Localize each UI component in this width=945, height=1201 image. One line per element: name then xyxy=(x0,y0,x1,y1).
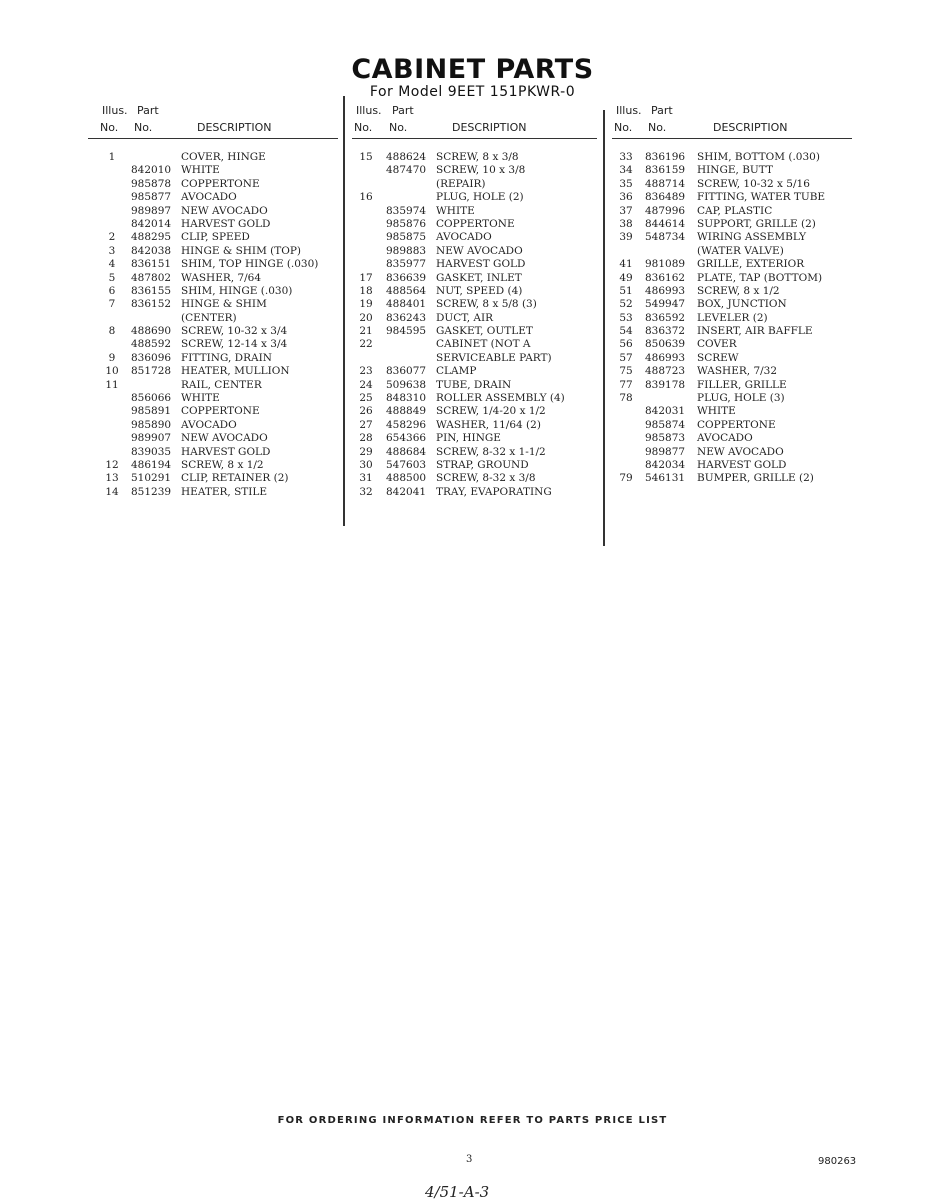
illus-no: 20 xyxy=(359,311,373,324)
illus-no: 29 xyxy=(359,445,373,458)
illus-no: 37 xyxy=(619,204,633,217)
part-no: 510291 xyxy=(131,472,172,485)
description: ROLLER ASSEMBLY (4) xyxy=(436,392,565,405)
description: COVER xyxy=(697,338,737,351)
part-no: 835974 xyxy=(386,204,427,217)
description: PLATE, TAP (BOTTOM) xyxy=(697,271,823,284)
part-no: 487996 xyxy=(645,204,686,217)
description: COPPERTONE xyxy=(181,177,260,190)
part-no: 836639 xyxy=(386,271,427,284)
description: SHIM, HINGE (.030) xyxy=(181,284,293,297)
description: LEVELER (2) xyxy=(697,311,768,324)
illus-no: 24 xyxy=(359,378,373,391)
description: PIN, HINGE xyxy=(436,432,501,445)
illus-no: 41 xyxy=(619,258,633,271)
header-rule xyxy=(612,138,852,139)
description: CLIP, RETAINER (2) xyxy=(181,472,289,485)
part-no: 842034 xyxy=(645,458,686,471)
part-no: 842031 xyxy=(645,405,686,418)
illus-no: 27 xyxy=(359,418,373,431)
description: SCREW, 10-32 x 3/4 xyxy=(181,325,288,338)
description: HINGE & SHIM xyxy=(181,298,267,311)
description: WASHER, 7/64 xyxy=(181,271,262,284)
part-no: 836155 xyxy=(131,284,172,297)
illus-no: 21 xyxy=(359,325,373,338)
illus-no: 51 xyxy=(619,284,633,297)
part-no: 836151 xyxy=(131,258,172,271)
column-divider xyxy=(603,110,605,546)
part-no: 836592 xyxy=(645,311,686,324)
illus-no: 32 xyxy=(359,485,373,498)
ordering-footer: FOR ORDERING INFORMATION REFER TO PARTS PRICE LIST xyxy=(277,1115,668,1126)
part-no: 835977 xyxy=(386,258,427,271)
illus-no: 25 xyxy=(359,392,373,405)
illus-no: 17 xyxy=(359,271,373,284)
description: SHIM, TOP HINGE (.030) xyxy=(181,258,319,271)
part-no: 487802 xyxy=(131,271,172,284)
description: NUT, SPEED (4) xyxy=(436,284,523,297)
description: SERVICEABLE PART) xyxy=(436,351,552,364)
model-subtitle: For Model 9EET 151PKWR-0 xyxy=(369,84,576,100)
illus-no: 77 xyxy=(619,378,633,391)
part-header: Part xyxy=(651,104,673,117)
part-no: 985876 xyxy=(386,217,427,230)
part-no: 989877 xyxy=(645,445,686,458)
description: SCREW, 1/4-20 x 1/2 xyxy=(436,405,546,418)
description: TUBE, DRAIN xyxy=(436,378,512,391)
part-no: 839035 xyxy=(131,445,172,458)
illus-no: 7 xyxy=(108,298,116,311)
part-no: 488714 xyxy=(645,177,686,190)
handwritten-note: 4/51-A-3 xyxy=(425,1183,490,1201)
part-header: Part xyxy=(392,104,414,117)
description: NEW AVOCADO xyxy=(181,432,268,445)
description: (REPAIR) xyxy=(436,177,486,190)
description: (WATER VALVE) xyxy=(697,244,784,257)
illus-no: 78 xyxy=(619,392,633,405)
description: PLUG, HOLE (3) xyxy=(697,392,785,405)
part-no: 488295 xyxy=(131,231,172,244)
illus-no: 1 xyxy=(108,151,116,163)
part-no: 985875 xyxy=(386,231,427,244)
part-no: 488564 xyxy=(386,284,427,297)
description: FITTING, WATER TUBE xyxy=(697,191,826,204)
description: INSERT, AIR BAFFLE xyxy=(697,325,813,338)
description: SCREW, 8-32 x 1-1/2 xyxy=(436,445,546,458)
illus-no-header: No. xyxy=(614,121,633,134)
description: HINGE, BUTT xyxy=(697,164,773,177)
part-no-header: No. xyxy=(389,121,408,134)
part-no: 836372 xyxy=(645,325,686,338)
illus-header: Illus. xyxy=(356,104,382,117)
description: RAIL, CENTER xyxy=(181,378,262,391)
header-rule xyxy=(88,138,338,139)
description: CLAMP xyxy=(436,365,477,378)
description: WHITE xyxy=(697,405,736,418)
illus-no: 11 xyxy=(105,378,119,391)
description-header: DESCRIPTION xyxy=(452,121,527,134)
part-no: 989907 xyxy=(131,432,172,445)
illus-no: 57 xyxy=(619,351,633,364)
illus-no: 26 xyxy=(359,405,373,418)
description: HEATER, MULLION xyxy=(181,365,290,378)
illus-no: 9 xyxy=(108,351,116,364)
illus-no: 52 xyxy=(619,298,633,311)
description: NEW AVOCADO xyxy=(697,445,784,458)
description: HINGE & SHIM (TOP) xyxy=(181,244,302,257)
description: FILLER, GRILLE xyxy=(697,378,787,391)
description: GASKET, INLET xyxy=(436,271,522,284)
part-no: 509638 xyxy=(386,378,427,391)
part-no: 842041 xyxy=(386,485,427,498)
description: GRILLE, EXTERIOR xyxy=(697,258,805,271)
description: TRAY, EVAPORATING xyxy=(436,485,552,498)
illus-no: 14 xyxy=(105,485,119,498)
part-no: 486993 xyxy=(645,284,686,297)
illus-no: 33 xyxy=(619,151,633,163)
description: (CENTER) xyxy=(181,311,237,324)
description: SCREW, 12-14 x 3/4 xyxy=(181,338,288,351)
description: COVER, HINGE xyxy=(181,151,266,163)
part-no: 848310 xyxy=(386,392,427,405)
illus-no: 5 xyxy=(108,271,116,284)
part-no: 488849 xyxy=(386,405,427,418)
description: HARVEST GOLD xyxy=(697,458,787,471)
part-no: 488592 xyxy=(131,338,172,351)
header-rule xyxy=(352,138,597,139)
part-header: Part xyxy=(137,104,159,117)
description: SCREW, 10 x 3/8 xyxy=(436,164,526,177)
column-divider xyxy=(343,96,345,526)
part-no: 488684 xyxy=(386,445,427,458)
part-no: 488500 xyxy=(386,472,427,485)
illus-no: 30 xyxy=(359,458,373,471)
illus-no: 79 xyxy=(619,472,633,485)
description: BUMPER, GRILLE (2) xyxy=(697,472,814,485)
part-no: 486993 xyxy=(645,351,686,364)
description: CLIP, SPEED xyxy=(181,231,250,244)
part-no: 985873 xyxy=(645,432,686,445)
description: HARVEST GOLD xyxy=(181,217,271,230)
part-no: 985891 xyxy=(131,405,172,418)
illus-no-header: No. xyxy=(100,121,119,134)
part-no: 985890 xyxy=(131,418,172,431)
part-no: 851728 xyxy=(131,365,172,378)
description: FITTING, DRAIN xyxy=(181,351,272,364)
part-no: 549947 xyxy=(645,298,686,311)
part-no: 548734 xyxy=(645,231,686,244)
illus-no: 19 xyxy=(359,298,373,311)
part-no: 488624 xyxy=(386,151,427,163)
illus-no: 18 xyxy=(359,284,373,297)
description: AVOCADO xyxy=(181,418,237,431)
description: HEATER, STILE xyxy=(181,485,268,498)
part-no: 851239 xyxy=(131,485,172,498)
part-no: 836196 xyxy=(645,151,686,163)
part-no: 836243 xyxy=(386,311,427,324)
description-header: DESCRIPTION xyxy=(197,121,272,134)
part-no: 546131 xyxy=(645,472,686,485)
illus-header: Illus. xyxy=(102,104,128,117)
description: CABINET (NOT A xyxy=(436,338,531,351)
part-no: 836489 xyxy=(645,191,686,204)
illus-no: 3 xyxy=(108,244,116,257)
description: HARVEST GOLD xyxy=(436,258,526,271)
part-no: 981089 xyxy=(645,258,686,271)
illus-no: 22 xyxy=(359,338,373,351)
description: DUCT, AIR xyxy=(436,311,494,324)
part-no: 836152 xyxy=(131,298,172,311)
illus-no: 6 xyxy=(108,284,116,297)
description: SCREW, 8 x 5/8 (3) xyxy=(436,298,537,311)
description: WHITE xyxy=(181,392,220,405)
part-no: 487470 xyxy=(386,164,427,177)
part-no: 856066 xyxy=(131,392,172,405)
description: HARVEST GOLD xyxy=(181,445,271,458)
illus-no: 54 xyxy=(619,325,633,338)
part-no: 836077 xyxy=(386,365,427,378)
illus-no: 35 xyxy=(619,177,633,190)
illus-no: 53 xyxy=(619,311,633,324)
illus-no: 56 xyxy=(619,338,633,351)
description: SCREW, 8 x 3/8 xyxy=(436,151,519,163)
part-no: 488723 xyxy=(645,365,686,378)
description: CAP, PLASTIC xyxy=(697,204,773,217)
part-no: 842010 xyxy=(131,164,172,177)
illus-no: 36 xyxy=(619,191,633,204)
description: SHIM, BOTTOM (.030) xyxy=(697,151,820,163)
description: WHITE xyxy=(181,164,220,177)
illus-no: 34 xyxy=(619,164,633,177)
document-code: 980263 xyxy=(818,1156,857,1167)
description: STRAP, GROUND xyxy=(436,458,529,471)
part-no: 488690 xyxy=(131,325,172,338)
description: SCREW, 10-32 x 5/16 xyxy=(697,177,810,190)
part-no: 985878 xyxy=(131,177,172,190)
illus-no: 49 xyxy=(619,271,633,284)
illus-no: 10 xyxy=(105,365,119,378)
part-no: 842014 xyxy=(131,217,172,230)
description: COPPERTONE xyxy=(436,217,515,230)
illus-no: 2 xyxy=(108,231,116,244)
part-no: 836159 xyxy=(645,164,686,177)
part-no: 850639 xyxy=(645,338,686,351)
description: SCREW, 8 x 1/2 xyxy=(697,284,780,297)
illus-no: 13 xyxy=(105,472,119,485)
description: GASKET, OUTLET xyxy=(436,325,533,338)
description: WIRING ASSEMBLY xyxy=(697,231,807,244)
description: SCREW xyxy=(697,351,739,364)
description: PLUG, HOLE (2) xyxy=(436,191,524,204)
illus-no: 15 xyxy=(359,151,373,163)
part-no: 547603 xyxy=(386,458,427,471)
part-no: 985874 xyxy=(645,418,686,431)
illus-no: 12 xyxy=(105,458,119,471)
illus-no: 75 xyxy=(619,365,633,378)
illus-header: Illus. xyxy=(616,104,642,117)
part-no: 839178 xyxy=(645,378,686,391)
illus-no: 39 xyxy=(619,231,633,244)
illus-no: 8 xyxy=(108,325,116,338)
illus-no: 16 xyxy=(359,191,373,204)
part-no: 844614 xyxy=(645,217,686,230)
description: COPPERTONE xyxy=(181,405,260,418)
description: SUPPORT, GRILLE (2) xyxy=(697,217,816,230)
part-no-header: No. xyxy=(648,121,667,134)
illus-no-header: No. xyxy=(354,121,373,134)
part-no: 985877 xyxy=(131,191,172,204)
part-no: 989897 xyxy=(131,204,172,217)
description: AVOCADO xyxy=(181,191,237,204)
page-number: 3 xyxy=(466,1154,473,1165)
part-no: 488401 xyxy=(386,298,427,311)
part-no: 836096 xyxy=(131,351,172,364)
part-no: 836162 xyxy=(645,271,686,284)
description: AVOCADO xyxy=(436,231,492,244)
part-no: 989883 xyxy=(386,244,427,257)
illus-no: 31 xyxy=(359,472,373,485)
part-no: 984595 xyxy=(386,325,427,338)
description-header: DESCRIPTION xyxy=(713,121,788,134)
illus-no: 23 xyxy=(359,365,373,378)
description: WASHER, 7/32 xyxy=(697,365,778,378)
page-title: CABINET PARTS xyxy=(351,54,594,85)
illus-no: 28 xyxy=(359,432,373,445)
description: WASHER, 11/64 (2) xyxy=(436,418,541,431)
description: WHITE xyxy=(436,204,475,217)
description: BOX, JUNCTION xyxy=(697,298,787,311)
description: NEW AVOCADO xyxy=(436,244,523,257)
part-no: 842038 xyxy=(131,244,172,257)
description: AVOCADO xyxy=(697,432,753,445)
description: NEW AVOCADO xyxy=(181,204,268,217)
illus-no: 4 xyxy=(108,258,116,271)
part-no: 486194 xyxy=(131,458,172,471)
description: SCREW, 8 x 1/2 xyxy=(181,458,264,471)
description: COPPERTONE xyxy=(697,418,776,431)
part-no: 458296 xyxy=(386,418,427,431)
part-no-header: No. xyxy=(134,121,153,134)
illus-no: 38 xyxy=(619,217,633,230)
description: SCREW, 8-32 x 3/8 xyxy=(436,472,536,485)
part-no: 654366 xyxy=(386,432,427,445)
